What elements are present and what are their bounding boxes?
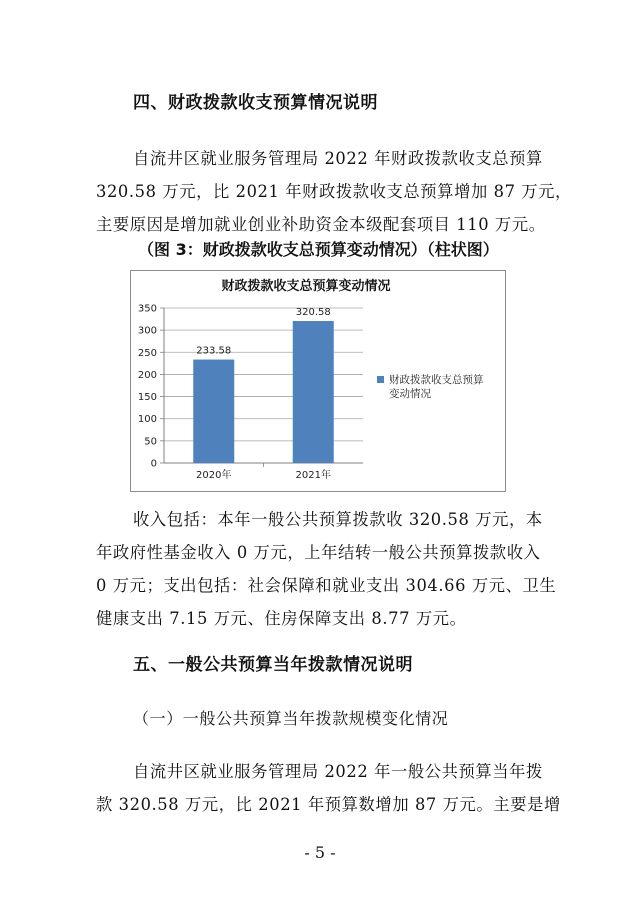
paragraph-line: 年政府性基金收入 0 万元，上年结转一般公共预算拨款收入 [96,543,541,562]
x-tick-label: 2021年 [295,470,331,481]
y-tick-label: 0 [150,458,157,470]
paragraph-line: 自流井区就业服务管理局 2022 年财政拨款收支总预算 [133,149,543,168]
bar-chart [130,270,506,492]
section-4-heading: 四、财政拨款收支预算情况说明 [133,93,378,113]
paragraph-line: 健康支出 7.15 万元、住房保障支出 8.77 万元。 [96,609,467,628]
figure-caption: （图 3：财政拨款收支总预算变动情况）（柱状图） [138,240,499,259]
section-5-heading: 五、一般公共预算当年拨款情况说明 [133,655,413,675]
y-tick-label: 50 [144,436,157,448]
y-tick-label: 250 [137,347,157,359]
legend-label: 财政拨款收支总预算 [389,374,484,386]
section-5-subheading: （一）一般公共预算当年拨款规模变化情况 [133,709,449,728]
bar [193,360,234,463]
paragraph-line: 自流井区就业服务管理局 2022 年一般公共预算当年拨 [133,762,543,781]
bar [293,321,334,463]
y-tick-label: 150 [137,392,157,404]
paragraph-line: 款 320.58 万元，比 2021 年预算数增加 87 万元。主要是增 [96,795,561,814]
y-tick-label: 100 [137,414,157,426]
page-number: - 5 - [304,843,336,862]
chart-title: 财政拨款收支总预算变动情况 [221,279,391,294]
x-tick-label: 2020年 [196,470,232,481]
chart-svg [131,271,505,491]
paragraph-line: 收入包括：本年一般公共预算拨款收 320.58 万元，本 [133,510,543,529]
data-label: 233.58 [196,345,232,357]
y-tick-label: 350 [137,303,157,315]
y-tick-label: 200 [137,369,157,381]
y-tick-label: 300 [137,325,157,337]
legend-swatch [377,376,384,383]
legend-label: 变动情况 [389,388,431,400]
paragraph-line: 0 万元；支出包括：社会保障和就业支出 304.66 万元、卫生 [96,576,557,595]
data-label: 320.58 [295,307,331,319]
paragraph-line: 320.58 万元，比 2021 年财政拨款收支总预算增加 87 万元， [96,182,572,201]
paragraph-line: 主要原因是增加就业创业补助资金本级配套项目 110 万元。 [96,215,546,234]
